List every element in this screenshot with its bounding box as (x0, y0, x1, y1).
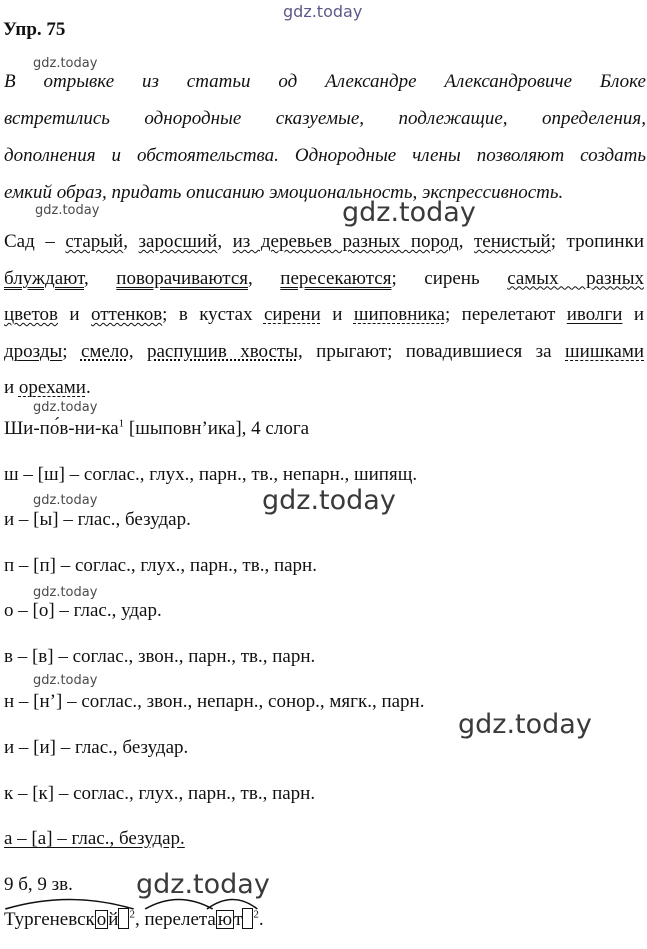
text-fragment: . (258, 909, 264, 930)
text-fragment: и (622, 304, 645, 325)
homogeneous-attribute: из деревьев разных пород (232, 231, 459, 252)
text-fragment: и (4, 377, 19, 398)
watermark: gdz.today (33, 585, 98, 600)
intro-line: В отрывке из статьи од Александре Александровиче Блоке (4, 71, 646, 92)
phonetic-row: и – [ы] – глас., безудар. (4, 509, 191, 530)
text-fragment: , (128, 340, 147, 362)
homogeneous-predicate: блуждают (4, 267, 84, 289)
transcription: [шыповн’ика], 4 слога (124, 418, 310, 439)
paragraph-line (4, 370, 644, 407)
text-fragment: ; тропинки (550, 231, 644, 252)
homogeneous-object: сирени (263, 304, 321, 325)
homogeneous-object: шиповника (353, 304, 445, 325)
root-arc (4, 894, 135, 910)
analysis-marker: 2 (129, 908, 135, 921)
intro-line: дополнения и обстоятельства. Однородные члены позволяют создать (4, 145, 646, 166)
intro-text (4, 63, 646, 211)
text-fragment: ; сирень (391, 267, 508, 289)
separator: , (134, 909, 145, 930)
text-fragment: , (123, 231, 139, 252)
watermark: gdz.today (35, 203, 100, 218)
watermark: gdz.today (33, 673, 98, 688)
phonetic-row: в – [в] – соглас., звон., парн., тв., парн. (4, 646, 316, 667)
text-fragment: Сад – (4, 231, 66, 252)
homogeneous-attribute: оттенков (90, 304, 163, 325)
homogeneous-subject: дрозды (4, 340, 63, 362)
paragraph-line (4, 261, 644, 298)
text-fragment: , (458, 231, 474, 252)
watermark: gdz.today (262, 485, 396, 516)
watermark: gdz.today (342, 197, 476, 228)
analysis-marker: 1 (118, 417, 125, 430)
homogeneous-attribute: заросший (138, 231, 218, 252)
watermark: gdz.today (33, 400, 98, 415)
text-fragment: , (217, 231, 233, 252)
phonetic-row: о – [о] – глас., удар. (4, 600, 162, 621)
paragraph-line (4, 334, 644, 371)
word-stem: перелета (144, 909, 216, 930)
watermark: gdz.today (33, 493, 98, 508)
text-fragment: . (85, 377, 91, 398)
exercise-title: Упр. 75 (3, 19, 66, 40)
homogeneous-adverbial: смело (80, 340, 129, 362)
text-fragment: ; (62, 340, 81, 362)
paragraph-line (4, 297, 644, 334)
homogeneous-attribute: самых разных (507, 267, 644, 289)
watermark: gdz.today (33, 56, 98, 71)
homogeneous-attribute: старый (65, 231, 124, 252)
ending-letter: т (234, 909, 243, 930)
text-fragment: , прыгают; повадившиеся за (298, 340, 566, 362)
analyzed-word: Ши-по́в-ни-ка (4, 418, 119, 439)
morphemic-parsing (4, 908, 264, 931)
phonetic-row: п – [п] – соглас., глух., парн., тв., парн. (4, 555, 317, 576)
phonetic-row: а – [а] – глас., безудар. (4, 828, 185, 849)
morphemic-word (144, 908, 258, 931)
text-fragment: и (58, 304, 91, 325)
homogeneous-object: орехами (18, 377, 86, 398)
homogeneous-subject: иволги (566, 304, 623, 325)
watermark: gdz.today (136, 869, 270, 900)
phonetic-row: и – [и] – глас., безудар. (4, 737, 189, 758)
intro-line: емкий образ, придать описанию эмоциональность, экспрессивность. (4, 182, 564, 203)
suffix-mark: о (96, 909, 107, 930)
homogeneous-adverbial: распушив хвосты (146, 340, 299, 362)
homogeneous-attribute: цветов (4, 304, 58, 325)
text-fragment: ; перелетают (444, 304, 567, 325)
phonetic-summary: 9 б, 9 зв. (4, 874, 73, 895)
watermark: gdz.today (458, 709, 592, 740)
ending-box (118, 908, 129, 929)
homogeneous-predicate: поворачиваются (116, 267, 248, 289)
analysis-marker: 2 (253, 908, 259, 921)
root-arc (144, 894, 258, 910)
text-fragment: , (83, 267, 117, 289)
intro-line: встретились однородные сказуемые, подлежащие, определения, (4, 108, 646, 129)
homogeneous-attribute: тенистый (473, 231, 551, 252)
homogeneous-object: шишками (565, 340, 645, 362)
phonetic-header (4, 419, 309, 438)
ending-box (242, 908, 253, 929)
text-fragment: ; в кустах (162, 304, 264, 325)
homogeneous-predicate: пересекаются (280, 267, 392, 289)
watermark-top: gdz.today (283, 2, 363, 21)
ending-letter: й (108, 909, 119, 930)
morphemic-word (4, 908, 135, 931)
suffix-mark: ю (217, 909, 233, 930)
phonetic-row: ш – [ш] – соглас., глух., парн., тв., непарн., шипящ. (4, 464, 418, 485)
phonetic-row: к – [к] – соглас., глух., парн., тв., парн. (4, 783, 316, 804)
phonetic-row: н – [н’] – соглас., звон., непарн., сонор., мягк., парн. (4, 691, 425, 712)
text-fragment: , (248, 267, 281, 289)
paragraph-line (4, 224, 644, 261)
word-stem: Тургеневск (4, 909, 95, 930)
parsed-paragraph (4, 224, 644, 407)
text-fragment: и (320, 304, 354, 325)
